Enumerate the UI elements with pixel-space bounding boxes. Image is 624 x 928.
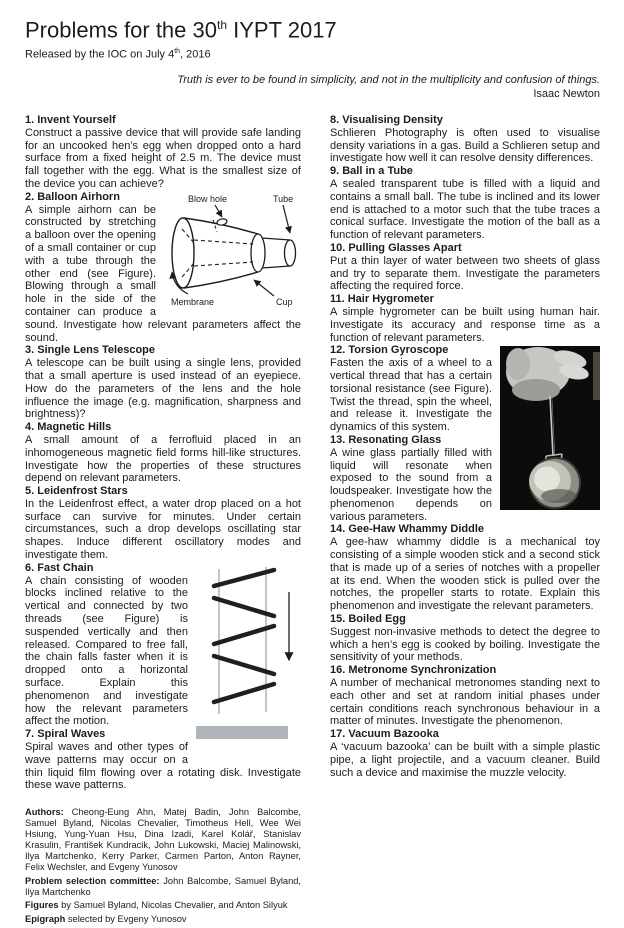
- problem-title: 14. Gee-Haw Whammy Diddle: [330, 523, 485, 536]
- authors-label: Authors:: [25, 807, 64, 818]
- problem-body: Construct a passive device that will provide safe landing for an uncooked hen’s egg when dropped onto a hard surface from a fixed height of 2.5 m. The device must fall together with the egg. What is the smallest size of the device you can achieve?: [25, 126, 301, 190]
- airhorn-label-tube: Tube: [273, 193, 294, 204]
- committee-label: Problem selection committee:: [25, 875, 160, 886]
- problem-17: [330, 728, 600, 779]
- airhorn-drawing: [161, 192, 301, 308]
- figures-label: Figures: [25, 900, 59, 911]
- problem-body: A chain consisting of wooden blocks inclined relative to the vertical and connected by two threads (see Figure) is suspended vertically and then released. Compared to free fall, the chain falls faster when it is dropped onto a horizontal surface. Explain this phenomenon and investigate how the relevant parameters affect the motion.: [25, 574, 188, 728]
- airhorn-label-blow-hole: Blow hole: [188, 193, 228, 204]
- problem-11: [330, 293, 600, 344]
- authors-names: Cheong-Eung Ahn, Matej Badin, John Balcombe, Samuel Byland, Nicolas Chevalier, Timotheus Hell, Wee Wei Hsiung, Yung-Yuan Hsu, Dina Izadi, Karel Kolář, Stanislav Krasulin, František Kundracik, John Lukowski, Maciej Malinowski, Ilya Martchenko, Kerry Parker, Carmen Parton, Anton Rayner, Felix Wechsler, and Evgeny Yunosov: [25, 807, 301, 872]
- fast-chain-figure: [194, 564, 301, 739]
- problem-4: [25, 421, 301, 485]
- right-column: [330, 114, 600, 928]
- gyroscope-photo-drawing: [500, 346, 600, 510]
- problem-title: 12. Torsion Gyroscope: [330, 344, 449, 357]
- problem-body: In the Leidenfrost effect, a water drop placed on a hot surface can survive for minutes. Under certain circumstances, such a drop develops oscillating star shapes. Induce different oscillatory modes and investigate them.: [25, 497, 301, 562]
- two-column-body: [25, 114, 600, 928]
- chain-surface-bar: [196, 726, 288, 739]
- problem-title: 4. Magnetic Hills: [25, 421, 112, 434]
- problem-3: [25, 344, 301, 421]
- problem-title: 13. Resonating Glass: [330, 433, 442, 446]
- problem-title: 8. Visualising Density: [330, 113, 443, 126]
- epigraph-credit-line: [25, 914, 301, 925]
- problem-title: 9. Ball in a Tube: [330, 165, 413, 178]
- committee-line: [25, 876, 301, 898]
- problem-body: A number of mechanical metronomes standing next to each other and set at random initial phases under certain conditions reach synchronous behaviour in a matter of minutes. Investigate the phenomenon.: [330, 677, 600, 728]
- authors-line: [25, 807, 301, 872]
- problem-16: [330, 664, 600, 728]
- problem-title: 11. Hair Hygrometer: [330, 293, 434, 306]
- problem-6: [25, 562, 301, 728]
- problem-body: A wine glass partially filled with liquid will resonate when exposed to the sound from a loudspeaker. Investigate how the phenomenon depends on various parameters.: [330, 446, 492, 523]
- problem-8: [330, 114, 600, 165]
- epigraph-author: Isaac Newton: [533, 87, 600, 100]
- airhorn-label-membrane: Membrane: [171, 296, 215, 307]
- problem-body: A telescope can be built using a single lens, provided that a small aperture is used instead of an eyepiece. How do the parameters of the lens and the hole influence the image (e.g. magnification, sharpness and brightness)?: [25, 357, 301, 421]
- problem-10: [330, 242, 600, 293]
- problem-9: [330, 165, 600, 242]
- problem-title: 17. Vacuum Bazooka: [330, 728, 439, 741]
- problem-body: A sealed transparent tube is filled with a liquid and contains a small ball. The tube is inclined and its lower end is attached to a motor such that the tube traces a conical surface. Investigate the motion of the ball as a function of relevant parameters.: [330, 177, 600, 242]
- problem-15: [330, 613, 600, 664]
- problem-5: [25, 485, 301, 562]
- figures-names: by Samuel Byland, Nicolas Chevalier, and Anton Silyuk: [58, 900, 288, 911]
- problem-title: 2. Balloon Airhorn: [25, 190, 120, 203]
- problem-2: [25, 191, 301, 345]
- page-title: Problems for the 30th IYPT 2017: [25, 17, 337, 43]
- credits-footer: [25, 807, 301, 925]
- problem-body: Put a thin layer of water between two sheets of glass and try to separate them. Investigate the parameters affecting the required force.: [330, 254, 600, 293]
- problem-body: Fasten the axis of a wheel to a vertical thread that has a certain torsional resistance (see Figure). Twist the thread, spin the wheel, and release it. Investigate the dynamics of this system.: [330, 357, 492, 434]
- committee-names: John Balcombe, Samuel Byland, Ilya Martchenko: [25, 875, 301, 897]
- problem-body: A ‘vacuum bazooka’ can be built with a simple plastic pipe, a light projectile, and a vacuum cleaner. Build such a device and maximise the muzzle velocity.: [330, 741, 600, 779]
- problem-title: 5. Leidenfrost Stars: [25, 485, 128, 498]
- problem-body: Spiral waves and other types of wave patterns may occur on a thin liquid film flowing over a rotating disk. Investigate these wave patterns.: [25, 741, 301, 792]
- torsion-gyroscope-photo: [500, 346, 600, 510]
- release-subtitle: Released by the IOC on July 4th, 2016: [25, 48, 211, 61]
- problem-title: 15. Boiled Egg: [330, 613, 406, 626]
- problem-title: 1. Invent Yourself: [25, 113, 116, 126]
- figures-credit-line: [25, 900, 301, 911]
- problem-body: Schlieren Photography is often used to visualise density variations in a gas. Build a Schlieren setup and investigate how well it can resolve density differences.: [330, 126, 600, 165]
- fast-chain-drawing: [194, 564, 301, 716]
- epigraph-quote: Truth is ever to be found in simplicity, and not in the multiplicity and confusion of things.: [177, 73, 600, 86]
- problem-body: A simple hygrometer can be built using human hair. Investigate its accuracy and response time as a function of relevant parameters.: [330, 305, 600, 344]
- problem-body: A small amount of a ferrofluid placed in an inhomogeneous magnetic field forms hill-like structures. Investigate how the properties of these structures depend on relevant parameters.: [25, 433, 301, 485]
- airhorn-figure: [161, 192, 301, 308]
- left-column: [25, 114, 301, 928]
- epigraph-label: Epigraph: [25, 914, 66, 925]
- problem-title: 6. Fast Chain: [25, 561, 94, 574]
- problem-title: 3. Single Lens Telescope: [25, 344, 156, 357]
- problem-title: 10. Pulling Glasses Apart: [330, 241, 462, 254]
- problem-1: [25, 114, 301, 191]
- problem-12: [330, 344, 600, 434]
- problem-body: Suggest non-invasive methods to detect the degree to which a hen’s egg is cooked by boiling. Investigate the sensitivity of your methods.: [330, 625, 600, 664]
- airhorn-label-cup: Cup: [276, 296, 293, 307]
- problem-title: 7. Spiral Waves: [25, 728, 106, 741]
- epigraph-credit: selected by Evgeny Yunosov: [65, 914, 187, 925]
- problem-body: A gee-haw whammy diddle is a mechanical toy consisting of a simple wooden stick and a second stick that is made up of a series of notches with a propeller at its end. When the wooden stick is pulled over the notches, the propeller starts to rotate. Explain this phenomenon and investigate the relevant parameters.: [330, 536, 600, 613]
- problem-title: 16. Metronome Synchronization: [330, 664, 497, 677]
- problem-14: [330, 523, 600, 613]
- problem-body: A simple airhorn can be constructed by stretching a balloon over the opening of a small container or cup with a tube through the other end (see Figure). Blowing through a small hole in the side of the container can produce a sound. Investigate how relevant parameters affect the sound.: [25, 203, 301, 344]
